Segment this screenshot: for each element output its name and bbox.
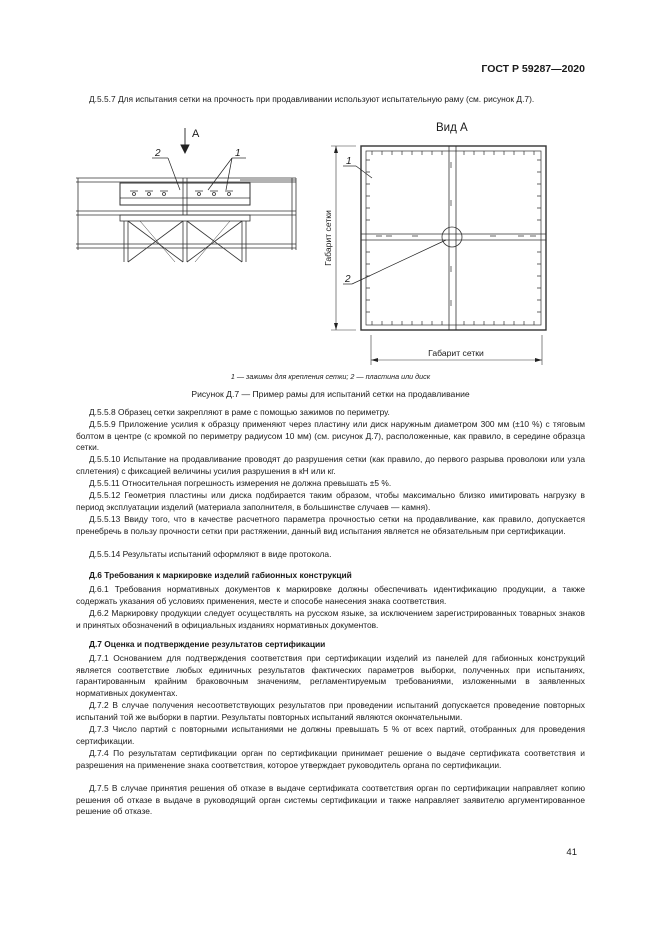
paragraph-d5511: Д.5.5.11 Относительная погрешность измерения не должна превышать ±5 %.	[89, 478, 392, 488]
paragraph-d73: Д.7.3 Число партий с повторными испытаниями не должны превышать 5 % от всех партий, отобранных для проведения сертификации.	[76, 724, 585, 746]
paragraph-d62: Д.6.2 Маркировку продукции следует осуществлять на русском языке, за исключением зарегистрированных товарных знаков и принятых обозначений в официальных изданиях нормативных документов.	[76, 608, 585, 630]
standard-designation: ГОСТ Р 59287—2020	[481, 63, 585, 75]
paragraph-d71: Д.7.1 Основанием для подтверждения соответствия при сертификации изделий из панелей для габионных конструкций является соответствие любых единичных результатов фактических параметров выборки, полученных при испытаниях, гарантированным крайним браковочным значениям, регламентируемым требованиями, изложенными в заявленных нормативных документах.	[76, 653, 585, 698]
view-arrow	[181, 128, 189, 153]
legend-text-2: — пластина или диск	[354, 372, 431, 381]
figure-legend	[76, 372, 585, 381]
paragraph-d559: Д.5.5.9 Приложение усилия к образцу применяют через пластину или диск наружным диаметром 300 мм (±10 %) с тяговым болтом в центре (с кромкой по периметру радиусом 10 мм) (см. рисунок Д.7), расположенные, как правило, в середине образца сетки.	[76, 419, 585, 453]
dim-vertical: Габарит сетки	[323, 210, 333, 266]
legend-num-2: 2	[350, 372, 355, 381]
side-view	[76, 178, 296, 262]
label-a: А	[192, 128, 200, 140]
paragraph-d5514: Д.5.5.14 Результаты испытаний оформляют в виде протокола.	[89, 549, 332, 559]
figure-caption: Рисунок Д.7 — Пример рамы для испытаний сетки на продавливание	[191, 389, 470, 399]
paragraph-d61: Д.6.1 Требования нормативных документов к маркировке должны обеспечивать идентификацию продукции, а также содержать указания об условиях применения, месте и способе нанесения знака соответствия.	[76, 584, 585, 606]
section-7-title: Д.7 Оценка и подтверждение результатов сертификации	[89, 639, 326, 649]
legend-text-1: — зажимы для крепления сетки;	[234, 372, 351, 381]
paragraph-d75: Д.7.5 В случае принятия решения об отказе в выдаче сертификата соответствия орган по сертификации направляет копию решения об отказе в выдаче в руководящий орган системы сертификации и также направляет заявителю аргументированное решение об отказе.	[76, 783, 585, 817]
paragraph-d5513: Д.5.5.13 Ввиду того, что в качестве расчетного параметра прочностью сетки на продавливание, как правило, допускается пренебречь в пользу прочности сетки при растяжении, данный вид испытания является не обязательным при сертификации.	[76, 514, 585, 536]
section-6-title: Д.6 Требования к маркировке изделий габионных конструкций	[89, 570, 352, 580]
view-title: Вид А	[436, 122, 468, 134]
paragraph-d74: Д.7.4 По результатам сертификации орган по сертификации принимает решение о выдаче сертификата соответствия и разрешения на применение знака соответствия, которое утверждает руководитель органа по сертификации.	[76, 748, 585, 770]
dim-horizontal: Габарит сетки	[428, 348, 484, 358]
label-1-side: 1	[235, 148, 241, 159]
label-2-side: 2	[155, 148, 161, 159]
paragraph-d5510: Д.5.5.10 Испытание на продавливание проводят до разрушения сетки (как правило, до первого разрыва проволоки или узла сплетения) с фиксацией величины усилия разрушения в кН или кг.	[76, 454, 585, 476]
paragraph-d72: Д.7.2 В случае получения несоответствующих результатов при проведении испытаний допускается проведение повторных испытаний той же выборки в партии. Результаты повторных испытаний являются окончательными.	[76, 700, 585, 722]
label-1-plan: 1	[346, 156, 352, 167]
intro-paragraph: Д.5.5.7 Для испытания сетки на прочность при продавливании используют испытательную раму (см. рисунок Д.7).	[89, 94, 535, 104]
figure-d7	[0, 0, 661, 370]
paragraph-d558: Д.5.5.8 Образец сетки закрепляют в раме с помощью зажимов по периметру.	[89, 407, 390, 417]
paragraph-d5512: Д.5.5.12 Геометрия пластины или диска подбирается таким образом, чтобы максимально близко имитировать нагрузку в период эксплуатации изделий (материала заполнителя, в большинстве случаев — камня).	[76, 490, 585, 512]
page-number: 41	[566, 847, 577, 858]
legend-num-1: 1	[230, 372, 235, 381]
label-2-plan: 2	[345, 274, 351, 285]
plan-view	[331, 146, 546, 365]
